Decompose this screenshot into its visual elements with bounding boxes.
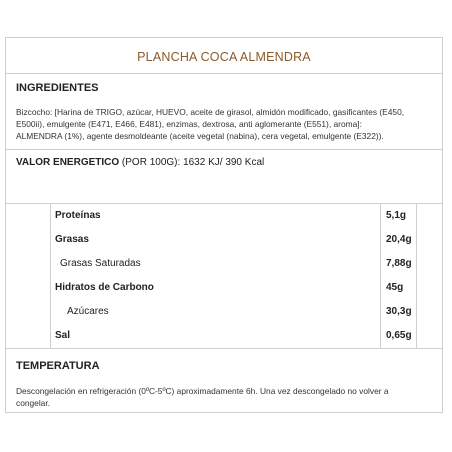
temperature-heading: TEMPERATURA	[16, 360, 100, 372]
ingredients-line: ALMENDRA (1%), agente desmoldeante (aceite vegetal (nabina), cera vegetal, emulgente (E322)).	[16, 131, 384, 141]
nutrient-name: Sal	[55, 330, 71, 341]
ingredients-line: E500ii), emulgente (E471, E466, E481), enzimas, dextrosa, anti aglomerante (E551), aroma]:	[16, 119, 362, 129]
nutrient-value: 45g	[386, 282, 404, 293]
nutrient-value: 5,1g	[386, 210, 407, 221]
energy-label: VALOR ENERGETICO	[16, 157, 120, 168]
energy-detail: (POR 100G): 1632 KJ/ 390 Kcal	[119, 157, 265, 168]
divider	[6, 149, 442, 150]
nutrition-table	[50, 203, 416, 348]
nutrient-value: 7,88g	[386, 258, 412, 269]
nutrient-name: Hidratos de Carbono	[55, 282, 154, 293]
product-info-card	[5, 37, 443, 413]
temperature-line: Descongelación en refrigeración (0ºC-5ºC) aproximadamente 6h. Una vez descongelado no volver a	[16, 386, 389, 396]
nutrient-name: Grasas	[55, 234, 89, 245]
temperature-text	[16, 385, 432, 409]
energy-value	[16, 157, 264, 168]
nutrient-value: 30,3g	[386, 306, 412, 317]
ingredients-line: Bizcocho: [Harina de TRIGO, azúcar, HUEVO, aceite de girasol, almidón modificado, gasificantes (E450,	[16, 107, 405, 117]
nutrient-name: Azúcares	[67, 306, 109, 317]
nutrient-value: 20,4g	[386, 234, 412, 245]
nutrient-name: Proteínas	[55, 210, 101, 221]
temperature-line: congelar.	[16, 398, 50, 408]
divider	[6, 73, 442, 74]
product-title: PLANCHA COCA ALMENDRA	[137, 50, 311, 64]
ingredients-text	[16, 106, 432, 142]
table-border-right	[416, 203, 417, 348]
ingredients-heading: INGREDIENTES	[16, 82, 99, 94]
divider	[6, 348, 442, 349]
nutrient-value: 0,65g	[386, 330, 412, 341]
nutrient-name: Grasas Saturadas	[60, 258, 141, 269]
